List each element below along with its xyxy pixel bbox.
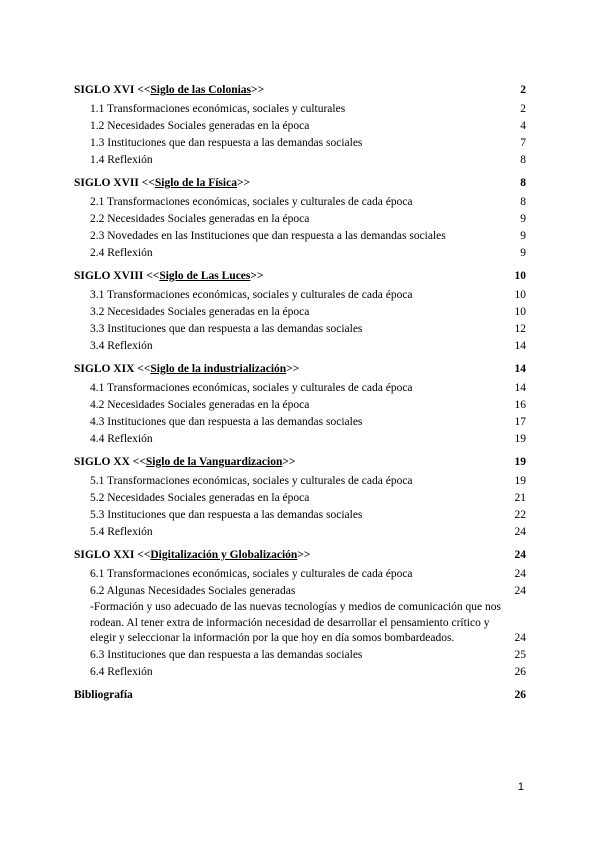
toc-bibliography[interactable]: [74, 687, 526, 704]
toc-entry-label: 1.3 Instituciones que dan respuesta a las demandas sociales: [90, 137, 363, 149]
toc-section: [74, 175, 526, 262]
toc-section: [74, 454, 526, 541]
toc-heading-title: [74, 82, 264, 99]
toc-entry-label: 2.2 Necesidades Sociales generadas en la época: [90, 213, 310, 225]
toc-entry-page: 9: [520, 213, 526, 225]
toc-bibliography-page: 26: [514, 688, 526, 701]
toc-entry-page: 25: [514, 648, 526, 661]
toc-entry[interactable]: [74, 524, 526, 541]
toc-heading-page: 14: [514, 363, 526, 375]
toc-entry-label: 1.2 Necesidades Sociales generadas en la época: [90, 120, 310, 132]
toc-entry-label: 5.1 Transformaciones económicas, sociales y culturales de cada época: [90, 475, 413, 487]
toc-entry-label: 6.4 Reflexión: [90, 665, 153, 678]
toc-entry[interactable]: [74, 380, 526, 397]
toc-entry-page: 21: [514, 492, 526, 504]
toc-entry-page: 14: [514, 382, 526, 394]
toc-entry-page: 19: [514, 433, 526, 445]
toc-entry-label: 2.4 Reflexión: [90, 247, 153, 259]
toc-heading[interactable]: [74, 268, 526, 285]
toc-entry-page: 24: [514, 568, 526, 580]
toc-entry-page: 26: [514, 665, 526, 678]
toc-entry[interactable]: [74, 397, 526, 414]
toc-entry-page: 24: [514, 585, 526, 597]
toc-entry-label: 1.4 Reflexión: [90, 154, 153, 166]
toc-entry-page: 12: [514, 323, 526, 335]
toc-entry-label: 4.2 Necesidades Sociales generadas en la época: [90, 399, 310, 411]
toc-entry-label: 3.4 Reflexión: [90, 340, 153, 352]
toc-heading-page: 8: [520, 177, 526, 189]
toc-entry[interactable]: [74, 507, 526, 524]
toc-heading-page: 2: [520, 84, 526, 96]
toc-heading[interactable]: [74, 361, 526, 378]
toc-entry[interactable]: [74, 566, 526, 583]
toc-entry-page: 19: [514, 475, 526, 487]
toc-heading-prefix: SIGLO XX <<: [74, 456, 146, 468]
toc-entry[interactable]: [74, 152, 526, 169]
toc-entry[interactable]: [74, 414, 526, 431]
toc-heading-prefix: SIGLO XIX <<: [74, 363, 151, 375]
toc-heading-title: [74, 454, 295, 471]
toc-entry[interactable]: [74, 287, 526, 304]
toc-entry[interactable]: [74, 338, 526, 355]
toc-entry-label: 5.4 Reflexión: [90, 526, 153, 538]
toc-entry-label: 5.3 Instituciones que dan respuesta a las demandas sociales: [90, 509, 363, 521]
toc-entry[interactable]: [74, 304, 526, 321]
toc-entry-label: 3.2 Necesidades Sociales generadas en la época: [90, 306, 310, 318]
toc-entry-page: 24: [514, 526, 526, 538]
toc-bibliography-label: Bibliografía: [74, 688, 133, 701]
toc-heading-title: [74, 268, 264, 285]
toc-entry-page: 7: [520, 137, 526, 149]
table-of-contents: [74, 82, 526, 704]
toc-heading-title: [74, 547, 310, 564]
toc-entry[interactable]: [74, 647, 526, 664]
toc-entry-label: 3.3 Instituciones que dan respuesta a las demandas sociales: [90, 323, 363, 335]
toc-entry[interactable]: [74, 664, 526, 681]
toc-entry-page: 10: [514, 289, 526, 301]
toc-heading[interactable]: [74, 175, 526, 192]
toc-entry[interactable]: [74, 101, 526, 118]
toc-heading-name: Siglo de Las Luces: [159, 270, 251, 282]
toc-section: [74, 547, 526, 681]
toc-entry-page: 2: [520, 103, 526, 115]
toc-entry[interactable]: [74, 473, 526, 490]
toc-section: [74, 268, 526, 355]
toc-entry-label: 2.3 Novedades en las Instituciones que dan respuesta a las demandas sociales: [90, 230, 446, 242]
toc-heading-name: Siglo de la Física: [154, 177, 237, 189]
toc-heading-prefix: SIGLO XVI <<: [74, 84, 151, 96]
toc-entry-label: 4.1 Transformaciones económicas, sociales y culturales de cada época: [90, 382, 413, 394]
toc-entry-label: 4.4 Reflexión: [90, 433, 153, 445]
toc-heading-name: Digitalización y Globalización: [150, 549, 298, 561]
toc-entry[interactable]: [74, 490, 526, 507]
toc-entry-page: 9: [520, 247, 526, 259]
toc-entry-page: 17: [514, 416, 526, 428]
toc-heading-page: 19: [514, 456, 526, 468]
toc-heading-suffix: >>: [250, 270, 264, 282]
toc-entry[interactable]: [74, 600, 526, 647]
toc-heading-suffix: >>: [286, 363, 300, 375]
toc-section: [74, 361, 526, 448]
toc-heading-name: Siglo de la industrialización: [150, 363, 287, 375]
toc-entry-page: 4: [520, 120, 526, 132]
toc-heading-suffix: >>: [297, 549, 311, 561]
toc-heading-title: [74, 361, 299, 378]
toc-heading-suffix: >>: [282, 456, 296, 468]
toc-entry[interactable]: [74, 228, 526, 245]
toc-entry-label: 3.1 Transformaciones económicas, sociales y culturales de cada época: [90, 289, 413, 301]
toc-entry-page: 22: [514, 509, 526, 521]
toc-entry-label: 1.1 Transformaciones económicas, sociales y culturales: [90, 103, 346, 115]
toc-entry-label: -Formación y uso adecuado de las nuevas tecnologías y medios de comunicación que nos rodean. Al tener extra de información necesidad de desarrollar el pensamiento crítico y elegir y seleccionar la información por la que hoy en día somos bombardeados.: [90, 601, 502, 644]
toc-entry[interactable]: [74, 135, 526, 152]
toc-entry[interactable]: [74, 583, 526, 600]
toc-entry-page: 8: [520, 196, 526, 208]
toc-entry-label: 2.1 Transformaciones económicas, sociales y culturales de cada época: [90, 196, 413, 208]
toc-entry-page: 9: [520, 230, 526, 242]
toc-entry[interactable]: [74, 118, 526, 135]
toc-heading[interactable]: [74, 547, 526, 564]
toc-heading-title: [74, 175, 250, 192]
toc-entry-label: 6.3 Instituciones que dan respuesta a las demandas sociales: [90, 648, 363, 661]
toc-entry-label: 6.2 Algunas Necesidades Sociales generadas: [90, 585, 296, 597]
toc-entry-page: 8: [520, 154, 526, 166]
toc-entry[interactable]: [74, 194, 526, 211]
toc-heading-suffix: >>: [236, 177, 251, 189]
toc-heading-prefix: SIGLO XVIII <<: [74, 270, 160, 282]
toc-entry-label: 5.2 Necesidades Sociales generadas en la época: [90, 492, 310, 504]
toc-entry-label: 6.1 Transformaciones económicas, sociales y culturales de cada época: [90, 568, 413, 580]
toc-heading-prefix: SIGLO XXI <<: [74, 549, 151, 561]
toc-heading-suffix: >>: [251, 84, 265, 96]
toc-entry-page: 14: [514, 340, 526, 352]
toc-entry[interactable]: [74, 211, 526, 228]
toc-heading-page: 10: [514, 270, 526, 282]
page-number: 1: [517, 781, 524, 793]
toc-entry[interactable]: [74, 245, 526, 262]
toc-entry[interactable]: [74, 431, 526, 448]
toc-entry-label: 4.3 Instituciones que dan respuesta a las demandas sociales: [90, 416, 363, 428]
toc-heading-name: Siglo de las Colonias: [150, 84, 252, 96]
toc-heading[interactable]: [74, 454, 526, 471]
toc-entry-page: 10: [514, 306, 526, 318]
toc-heading-name: Siglo de la Vanguardizacion: [145, 456, 283, 468]
toc-entry-page: 24: [514, 632, 526, 644]
toc-entry-page: 16: [514, 399, 526, 411]
toc-heading[interactable]: [74, 82, 526, 99]
toc-heading-page: 24: [514, 549, 526, 561]
toc-section: [74, 82, 526, 169]
toc-entry[interactable]: [74, 321, 526, 338]
toc-heading-prefix: SIGLO XVII <<: [74, 177, 155, 189]
